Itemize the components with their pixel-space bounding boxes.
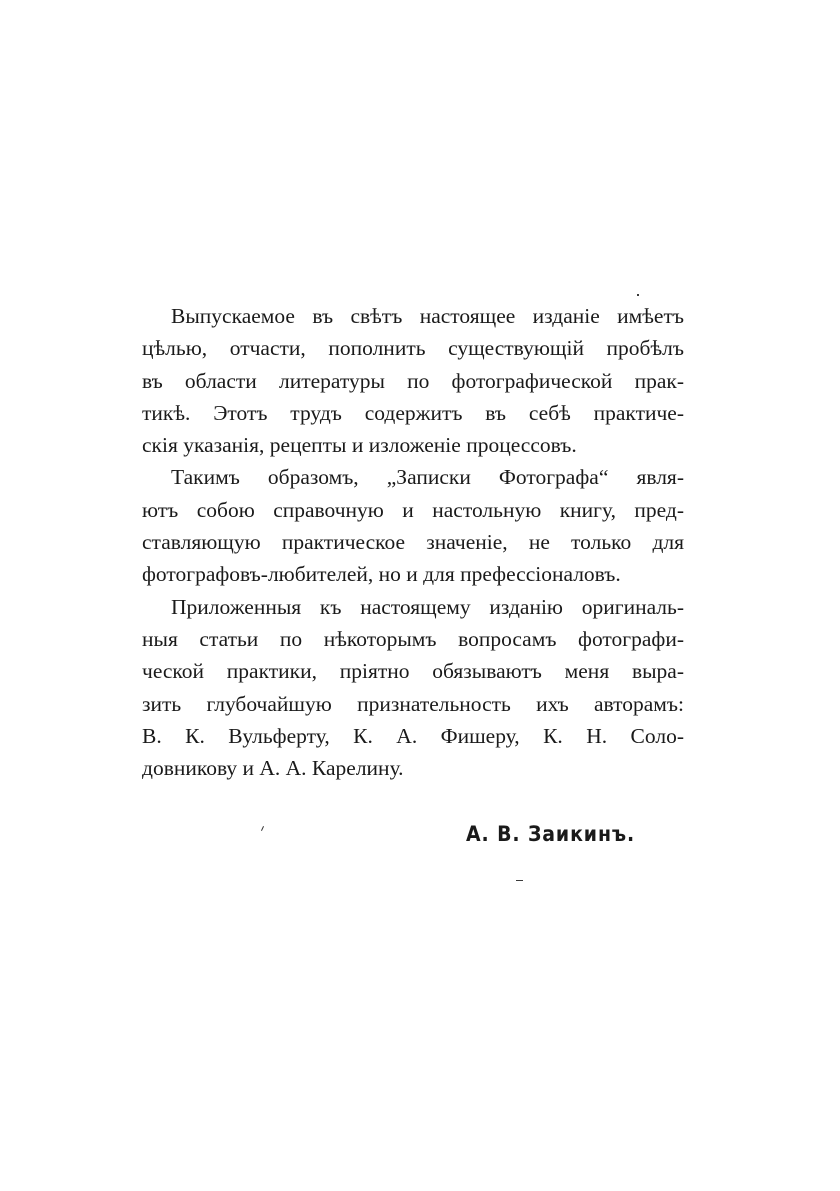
text-line: зить глубочайшую признательность ихъ авторамъ: <box>142 691 684 716</box>
paragraph-3 <box>142 591 684 785</box>
text-line: ставляющую практическое значеніе, не только для <box>142 530 684 555</box>
text-line: В. К. Вульферту, К. А. Фишеру, К. Н. Соло- <box>142 723 684 748</box>
text-line: Приложенныя къ настоящему изданію оригиналь- <box>171 594 684 619</box>
author-signature: А. В. Заикинъ. <box>466 822 636 846</box>
text-line: тикѣ. Этотъ трудъ содержитъ въ себѣ практиче- <box>142 400 684 425</box>
text-line: ютъ собою справочную и настольную книгу, пред- <box>142 497 684 522</box>
preface-text <box>142 300 684 784</box>
text-line: Выпускаемое въ свѣтъ настоящее изданіе имѣетъ <box>171 304 684 328</box>
scan-speck <box>516 880 523 881</box>
text-line: ныя статьи по нѣкоторымъ вопросамъ фотографи- <box>142 626 684 651</box>
text-line: Такимъ образомъ, „Записки Фотографа“ явля- <box>171 465 684 490</box>
paragraph-2 <box>142 461 684 590</box>
text-line: фотографовъ-любителей, но и для префессіоналовъ. <box>142 562 621 587</box>
text-line: цѣлью, отчасти, пополнить существующій пробѣлъ <box>142 336 684 361</box>
text-line: въ области литературы по фотографической прак- <box>142 368 684 393</box>
scan-speck <box>637 294 639 296</box>
scan-speck <box>261 826 264 831</box>
text-line: довникову и А. А. Карелину. <box>142 756 404 781</box>
text-line: скія указанія, рецепты и изложеніе процессовъ. <box>142 433 577 458</box>
text-line: ческой практики, пріятно обязываютъ меня выра- <box>142 659 684 684</box>
paragraph-1 <box>142 300 684 461</box>
